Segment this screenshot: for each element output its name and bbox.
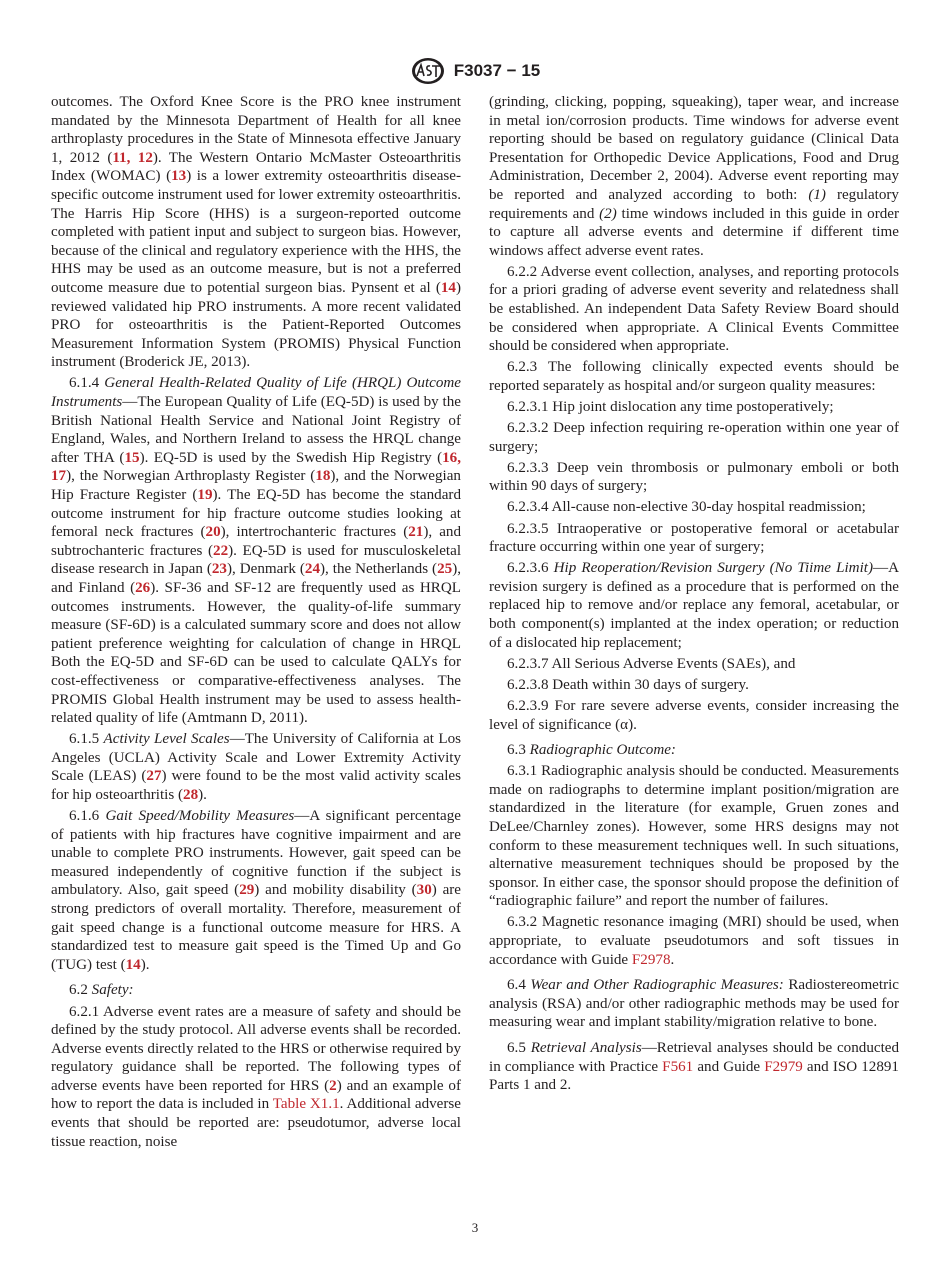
document-designation: F3037 − 15 xyxy=(453,61,541,80)
reference-link[interactable]: 18 xyxy=(315,468,331,485)
section-6-3-2: 6.3.2 Magnetic resonance imaging (MRI) should be used, when appropriate, to evaluate pseudotumors and soft tissues in accordance with Guide F2978. xyxy=(489,914,899,968)
right-column xyxy=(489,93,899,1097)
section-6-2-3-7: 6.2.3.7 All Serious Adverse Events (SAEs), and xyxy=(507,655,796,672)
guide-f2978-link[interactable]: F2978 xyxy=(631,951,671,968)
section-title: Activity Level Scales xyxy=(103,731,230,748)
section-6-2-3-3: 6.2.3.3 Deep vein thrombosis or pulmonary emboli or both within 90 days of surgery; xyxy=(489,459,899,495)
section-heading-6-3: 6.3 Radiographic Outcome: xyxy=(507,742,676,759)
section-title: Hip Reoperation/Revision Surgery (No Tiime Limit) xyxy=(553,560,873,577)
reference-link[interactable]: 14 xyxy=(125,956,141,973)
reference-link[interactable]: 14 xyxy=(440,279,456,296)
section-6-1-4: 6.1.4 General Health-Related Quality of Life (HRQL) Outcome Instruments—The European Quality of Life (EQ-5D) is used by the British National Health Service and National Joint Registry of England, Wales, and Northern Ireland to assess the HRQL change after THA (15). EQ-5D is used by the Swedish Hip Registry (16, 17), the Norwegian Arthroplasty Register (18), and the Norwegian Hip Fracture Register (19). The EQ-5D has become the standard outcome instrument for hip fracture outcome studies looking at femoral neck fractures (20), intertrochanteric fractures (21), and subtrochanteric fractures (22). EQ-5D is used for musculoskeletal disease research in Japan (23), Denmark (24), the Netherlands (25), and Finland (26). SF-36 and SF-12 are frequently used as HRQL outcomes instruments. However, the quality-of-life summary measure (SF-6D) is a calculated summary score and does not allow patient preference weighting for calculation of change in HRQL Both the EQ-5D and SF-6D can be used to calculate QALYs for cost-effectiveness or comparative-effectiveness analyses. The PROMIS Global Health instrument may be used to assess health-related quality of life (Amtmann D, 2011). xyxy=(51,375,462,727)
section-title: General Health-Related Quality of Life (HRQL) Outcome Instruments xyxy=(51,375,461,410)
section-6-1-5: 6.1.5 Activity Level Scales—The University of California at Los Angeles (UCLA) Activity Scale and Lower Extremity Activity Scale (LEAS) (27) were found to be the most valid activity scales for hip osteoarthritis (28). xyxy=(51,731,461,803)
reference-link[interactable]: 20 xyxy=(205,524,221,541)
section-6-2-3-8: 6.2.3.8 Death within 30 days of surgery. xyxy=(507,676,749,693)
section-6-1-6: 6.1.6 Gait Speed/Mobility Measures—A significant percentage of patients with hip fractures have cognitive impairment and are unable to complete PRO instruments. However, gait speed can be measured independently of cognitive function if the subject is ambulatory. Also, gait speed (29) and mobility disability (30) are strong predictors of overall mortality. Therefore, measurement of gait speed change is a functional outcome measure for HRS. A standardized test to measure gait speed is the Timed Up and Go (TUG) test (14). xyxy=(51,808,462,973)
section-6-2-3-4: 6.2.3.4 All-cause non-elective 30-day hospital readmission; xyxy=(507,499,866,516)
section-6-2-1: 6.2.1 Adverse event rates are a measure of safety and should be defined by the study protocol. All adverse events shall be recorded. Adverse events directly related to the HRS or otherwise required by regulatory guidance shall be reported. The following types of adverse events have been reported for HRS (2) and an example of how to report the data is included in Table X1.1. Additional adverse events that should be reported are: pseudotumor, adverse local tissue reaction, noise xyxy=(51,1003,462,1150)
section-6-2-3-6: 6.2.3.6 Hip Reoperation/Revision Surgery (No Tiime Limit)—A revision surgery is defined as a procedure that is performed on the replaced hip to remove and/or replace any femoral, acetabular, or both component(s) implanted at the index operation; or reduction of a dislocated hip replacement; xyxy=(489,560,899,651)
section-title: Wear and Other Radiographic Measures: xyxy=(530,977,784,994)
page-number: 3 xyxy=(471,1220,479,1235)
reference-link[interactable]: 16, 17 xyxy=(51,449,461,485)
section-6-2-3-2: 6.2.3.2 Deep infection requiring re-operation within one year of surgery; xyxy=(489,420,899,455)
section-6-3-1: 6.3.1 Radiographic analysis should be conducted. Measurements made on radiographs to determine implant position/migration are standardized in the literature (for example, Gruen zones and DeLee/Charnley zones). However, some HRS designs may not conform to these measurement techniques well. In such situations, alternative measurement techniques should be proposed by the sponsor. In either case, the sponsor should propose the definition of “radiographic failure” and report the number of failures. xyxy=(489,763,899,910)
section-6-2-3-5: 6.2.3.5 Intraoperative or postoperative femoral or acetabular fracture occurring within one year of surgery; xyxy=(489,520,899,556)
section-6-2-2: 6.2.2 Adverse event collection, analyses, and reporting protocols for a priori grading of adverse event severity and relatedness shall be established. An independent Data Safety Review Board should be considered when appropriate. A Clinical Events Committee should be considered when appropriate. xyxy=(489,263,899,355)
page-header xyxy=(0,54,950,88)
section-6-4: 6.4 Wear and Other Radiographic Measures: Radiostereometric analysis (RSA) and/or other radiographic methods may be used for measuring wear and implant stability/migration relative to bone. xyxy=(489,977,899,1031)
reference-link[interactable]: 19 xyxy=(197,486,213,503)
reference-link[interactable]: 21 xyxy=(408,524,424,541)
reference-link[interactable]: 11, 12 xyxy=(112,149,153,166)
reference-link[interactable]: 29 xyxy=(239,882,255,899)
section-6-5: 6.5 Retrieval Analysis—Retrieval analyses should be conducted in compliance with Practice F561 and Guide F2979 and ISO 12891 Parts 1 and 2. xyxy=(489,1040,900,1094)
reference-link[interactable]: 13 xyxy=(171,168,187,185)
reference-link[interactable]: 23 xyxy=(211,561,227,578)
paragraph-oxford-knee: outcomes. The Oxford Knee Score is the PRO knee instrument mandated by the Minnesota Department of Health for all knee arthroplasty procedures in the State of Minnesota effective January 1, 2012 (11, 12). The Western Ontario McMaster Osteoarthritis Index (WOMAC) (13) is a lower extremity osteoarthritis disease-specific outcome instrument used for lower extremity osteoarthritis. The Harris Hip Score (HHS) is a surgeon-reported outcome completed with patient input and subject to surgeon bias. However, because of the clinical and regulatory experience with the HHS, the HHS may be used as an outcome measure, but is not a preferred outcome measure due to potential surgeon bias. Pynsent et al (14) reviewed validated hip PRO instruments. A more recent validated PRO for osteoarthritis is the Patient-Reported Outcomes Measurement Information System (PROMIS) Physical Function instrument (Broderick JE, 2013). xyxy=(51,94,461,371)
reference-link[interactable]: 28 xyxy=(183,786,199,803)
left-column xyxy=(51,93,461,1154)
reference-link[interactable]: 27 xyxy=(146,768,162,785)
section-6-2-3-1: 6.2.3.1 Hip joint dislocation any time postoperatively; xyxy=(507,399,834,415)
reference-link[interactable]: 15 xyxy=(124,449,140,466)
section-title: Retrieval Analysis xyxy=(530,1040,642,1056)
reference-link[interactable]: 24 xyxy=(304,561,320,578)
practice-f561-link[interactable]: F561 xyxy=(662,1058,694,1075)
section-6-2-3-9: 6.2.3.9 For rare severe adverse events, consider increasing the level of significance (α). xyxy=(489,697,899,733)
reference-link[interactable]: 22 xyxy=(213,542,229,559)
section-title: Gait Speed/Mobility Measures xyxy=(105,808,295,825)
section-6-2-3: 6.2.3 The following clinically expected events should be reported separately as hospital and/or surgeon quality measures: xyxy=(489,359,899,394)
reference-link[interactable]: 26 xyxy=(135,579,151,596)
section-heading-6-2: 6.2 Safety: xyxy=(69,982,134,999)
guide-f2979-link[interactable]: F2979 xyxy=(764,1058,803,1075)
reference-link[interactable]: 25 xyxy=(437,561,453,578)
reference-link[interactable]: 2 xyxy=(329,1077,337,1094)
reference-link[interactable]: 30 xyxy=(416,882,432,899)
table-x1-1-link[interactable]: Table X1.1 xyxy=(272,1096,340,1113)
astm-logo-icon xyxy=(410,56,446,86)
paragraph-continued: (grinding, clicking, popping, squeaking), taper wear, and increase in metal ion/corrosion products. Time windows for adverse event reporting should be based on regulatory guidance (Clinical Data Presentation for Orthopedic Device Applications, Food and Drug Administration, December 2, 2004). Adverse event reporting may be reported and analyzed according to both: (1) regulatory requirements and (2) time windows included in this guide in order to capture all adverse events and determine if different time windows affect adverse event rates. xyxy=(489,94,899,259)
